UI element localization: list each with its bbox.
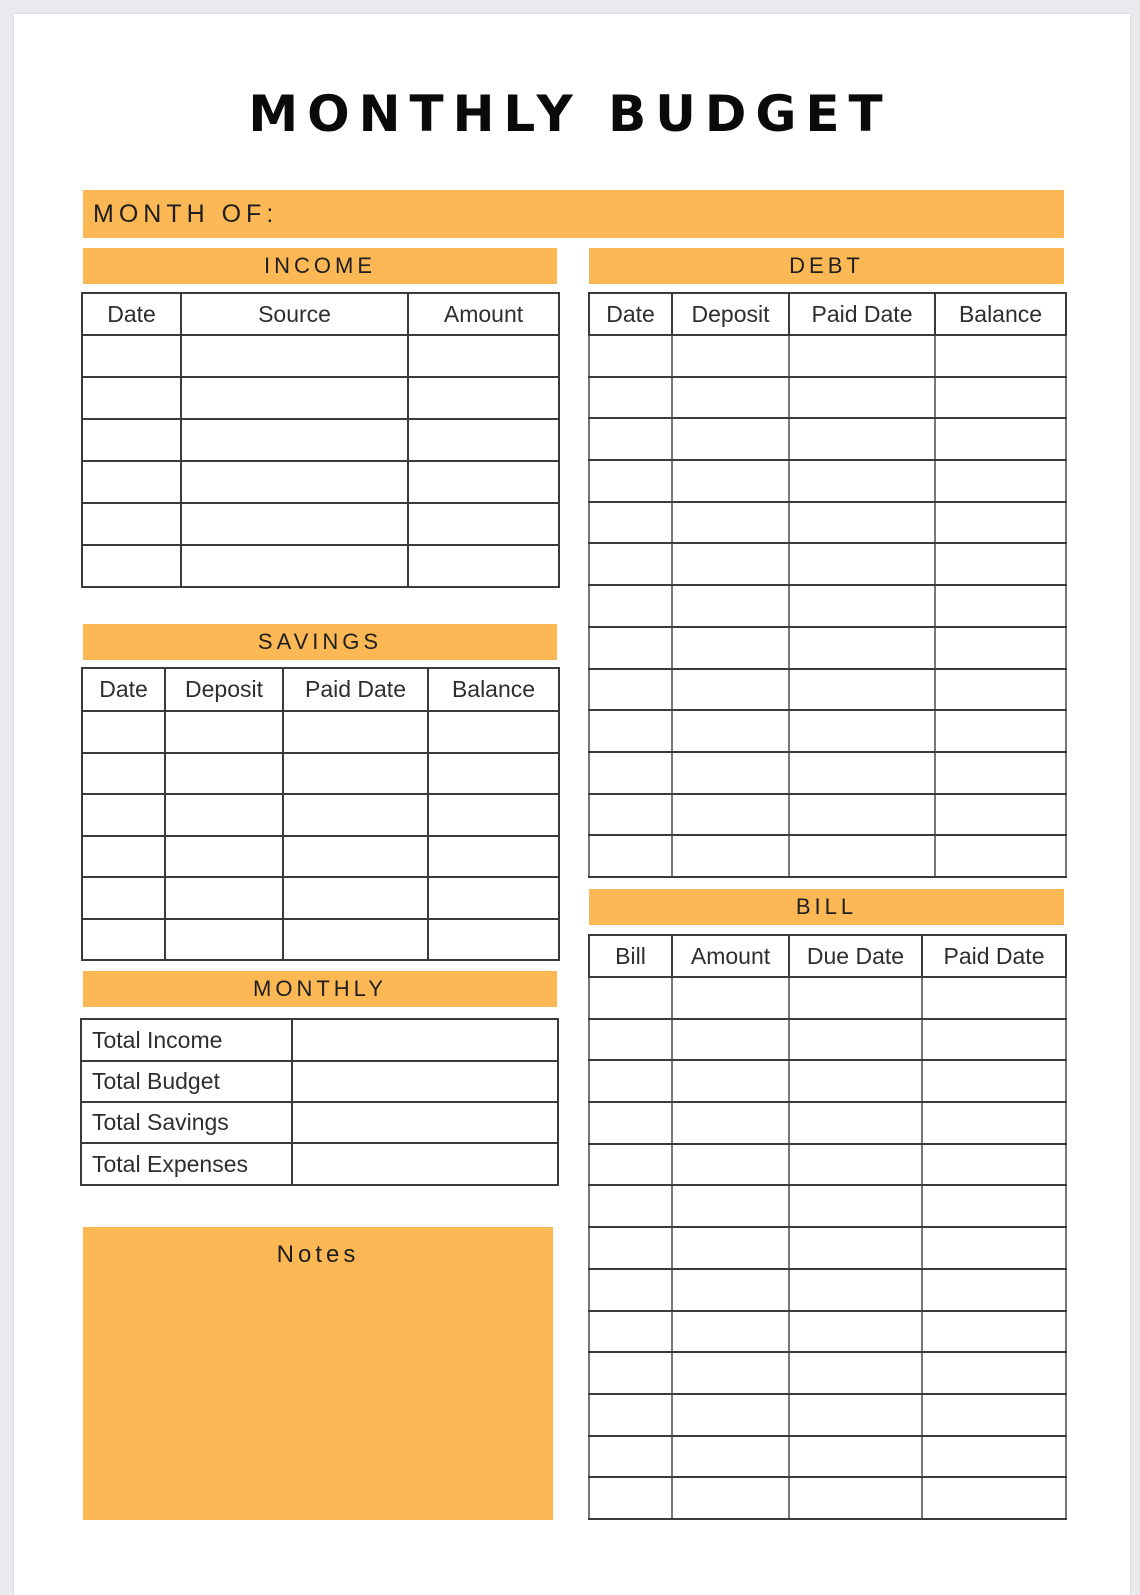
income-table [81,292,560,588]
bill-cell[interactable] [789,1311,922,1353]
savings-cell[interactable] [283,877,428,919]
debt-table [588,292,1067,878]
income-row [82,461,559,503]
savings-cell[interactable] [165,753,283,795]
income-heading-bar [83,248,557,284]
bill-col-bill: Bill [589,935,672,977]
income-cell[interactable] [408,419,559,461]
bill-cell[interactable] [922,1185,1066,1227]
debt-cell[interactable] [789,460,935,502]
debt-cell[interactable] [935,335,1066,377]
savings-cell[interactable] [428,711,559,753]
savings-row [82,794,559,836]
bill-row [589,1269,1066,1311]
debt-cell[interactable] [789,752,935,794]
savings-row [82,919,559,961]
bill-cell[interactable] [589,1269,672,1311]
bill-cell[interactable] [922,1436,1066,1478]
bill-cell[interactable] [589,977,672,1019]
bill-cell[interactable] [789,1019,922,1061]
bill-row [589,1477,1066,1519]
income-heading: INCOME [264,253,376,278]
income-row [82,335,559,377]
bill-row [589,1185,1066,1227]
bill-cell[interactable] [589,1394,672,1436]
savings-cell[interactable] [283,919,428,961]
bill-cell[interactable] [589,1185,672,1227]
savings-cell[interactable] [428,836,559,878]
income-row [82,377,559,419]
income-row [82,545,559,587]
savings-cell[interactable] [165,794,283,836]
debt-heading-bar [589,248,1064,284]
savings-col-date: Date [82,668,165,711]
savings-cell[interactable] [428,877,559,919]
debt-row [589,669,1066,711]
bill-table [588,934,1067,1520]
debt-cell[interactable] [589,543,672,585]
bill-cell[interactable] [789,1436,922,1478]
bill-cell[interactable] [672,1185,789,1227]
debt-cell[interactable] [789,585,935,627]
bill-cell[interactable] [672,1227,789,1269]
bill-row [589,1394,1066,1436]
bill-cell[interactable] [672,1019,789,1061]
bill-cell[interactable] [922,1269,1066,1311]
bill-cell[interactable] [672,1060,789,1102]
bill-cell[interactable] [672,1269,789,1311]
bill-cell[interactable] [589,1102,672,1144]
bill-cell[interactable] [789,1060,922,1102]
bill-row [589,1352,1066,1394]
debt-row [589,835,1066,877]
debt-cell[interactable] [589,752,672,794]
debt-row [589,794,1066,836]
debt-cell[interactable] [935,460,1066,502]
bill-cell[interactable] [789,1477,922,1519]
savings-cell[interactable] [82,877,165,919]
bill-row [589,1311,1066,1353]
debt-cell[interactable] [672,835,789,877]
income-cell[interactable] [82,335,181,377]
debt-cell[interactable] [589,627,672,669]
bill-cell[interactable] [672,1394,789,1436]
debt-cell[interactable] [935,710,1066,752]
bill-cell[interactable] [672,1311,789,1353]
income-col-date: Date [82,293,181,335]
income-cell[interactable] [181,335,408,377]
debt-cell[interactable] [789,627,935,669]
bill-cell[interactable] [589,1060,672,1102]
bill-cell[interactable] [672,1144,789,1186]
debt-cell[interactable] [589,460,672,502]
debt-cell[interactable] [789,835,935,877]
debt-row [589,710,1066,752]
bill-cell[interactable] [589,1227,672,1269]
bill-heading-bar [589,889,1064,925]
total-savings-value[interactable] [292,1102,558,1143]
debt-cell[interactable] [672,377,789,419]
bill-cell[interactable] [922,1477,1066,1519]
bill-cell[interactable] [922,1227,1066,1269]
bill-col-amount: Amount [672,935,789,977]
savings-col-deposit: Deposit [165,668,283,711]
bill-cell[interactable] [922,1102,1066,1144]
income-cell[interactable] [181,461,408,503]
debt-cell[interactable] [935,627,1066,669]
income-row [82,419,559,461]
bill-heading: BILL [795,894,858,919]
debt-row [589,752,1066,794]
income-cell[interactable] [408,377,559,419]
savings-cell[interactable] [428,919,559,961]
bill-col-paid-date: Paid Date [922,935,1066,977]
month-of-bar [83,190,1064,238]
savings-cell[interactable] [82,711,165,753]
debt-cell[interactable] [589,794,672,836]
total-expenses-value[interactable] [292,1143,558,1185]
savings-col-paid-date: Paid Date [283,668,428,711]
debt-cell[interactable] [672,502,789,544]
debt-col-date: Date [589,293,672,335]
income-cell[interactable] [181,419,408,461]
debt-row [589,335,1066,377]
savings-cell[interactable] [82,919,165,961]
bill-cell[interactable] [589,1019,672,1061]
debt-cell[interactable] [789,335,935,377]
debt-cell[interactable] [589,335,672,377]
bill-cell[interactable] [789,1394,922,1436]
savings-cell[interactable] [428,753,559,795]
bill-cell[interactable] [589,1477,672,1519]
savings-cell[interactable] [165,711,283,753]
debt-cell[interactable] [589,418,672,460]
bill-cell[interactable] [789,1352,922,1394]
debt-cell[interactable] [935,752,1066,794]
bill-cell[interactable] [922,1060,1066,1102]
debt-cell[interactable] [935,502,1066,544]
savings-cell[interactable] [82,753,165,795]
savings-row [82,711,559,753]
debt-cell[interactable] [789,502,935,544]
bill-row [589,1227,1066,1269]
debt-col-deposit: Deposit [672,293,789,335]
income-cell[interactable] [82,461,181,503]
savings-cell[interactable] [283,711,428,753]
debt-cell[interactable] [935,543,1066,585]
bill-row [589,1019,1066,1061]
bill-cell[interactable] [922,977,1066,1019]
debt-row [589,627,1066,669]
debt-row [589,502,1066,544]
savings-cell[interactable] [82,836,165,878]
bill-cell[interactable] [672,1436,789,1478]
income-cell[interactable] [181,545,408,587]
bill-cell[interactable] [789,977,922,1019]
total-savings-label: Total Savings [81,1102,292,1143]
total-income-value[interactable] [292,1019,558,1061]
debt-cell[interactable] [935,835,1066,877]
income-cell[interactable] [82,503,181,545]
debt-cell[interactable] [789,543,935,585]
income-cell[interactable] [408,545,559,587]
savings-table [81,667,560,961]
debt-cell[interactable] [789,710,935,752]
debt-cell[interactable] [935,794,1066,836]
income-cell[interactable] [408,335,559,377]
bill-row [589,977,1066,1019]
debt-cell[interactable] [589,585,672,627]
bill-cell[interactable] [672,1477,789,1519]
bill-cell[interactable] [922,1144,1066,1186]
debt-cell[interactable] [672,752,789,794]
bill-col-due-date: Due Date [789,935,922,977]
total-expenses-label: Total Expenses [81,1143,292,1185]
bill-cell[interactable] [672,977,789,1019]
income-cell[interactable] [82,377,181,419]
bill-row [589,1436,1066,1478]
bill-cell[interactable] [922,1352,1066,1394]
income-col-source: Source [181,293,408,335]
monthly-heading: MONTHLY [253,976,387,1001]
savings-heading-bar [83,624,557,660]
bill-cell[interactable] [789,1185,922,1227]
debt-cell[interactable] [935,669,1066,711]
savings-heading: SAVINGS [257,629,383,654]
debt-cell[interactable] [789,669,935,711]
debt-cell[interactable] [672,710,789,752]
bill-cell[interactable] [789,1144,922,1186]
bill-cell[interactable] [922,1019,1066,1061]
debt-cell[interactable] [589,669,672,711]
debt-col-balance: Balance [935,293,1066,335]
debt-cell[interactable] [935,585,1066,627]
savings-cell[interactable] [82,794,165,836]
monthly-summary-table [80,1018,559,1186]
debt-row [589,543,1066,585]
total-income-label: Total Income [81,1019,292,1061]
savings-cell[interactable] [283,794,428,836]
debt-cell[interactable] [672,418,789,460]
income-cell[interactable] [82,545,181,587]
bill-cell[interactable] [589,1311,672,1353]
debt-cell[interactable] [672,335,789,377]
savings-row [82,877,559,919]
income-col-amount: Amount [408,293,559,335]
income-cell[interactable] [181,377,408,419]
total-budget-value[interactable] [292,1061,558,1102]
debt-cell[interactable] [935,418,1066,460]
income-cell[interactable] [408,461,559,503]
bill-cell[interactable] [589,1144,672,1186]
bill-row [589,1102,1066,1144]
debt-row [589,585,1066,627]
debt-cell[interactable] [672,585,789,627]
savings-row [82,836,559,878]
income-cell[interactable] [181,503,408,545]
month-of-label: MONTH OF: [93,199,279,228]
savings-cell[interactable] [283,753,428,795]
bill-cell[interactable] [589,1352,672,1394]
bill-cell[interactable] [789,1102,922,1144]
savings-cell[interactable] [428,794,559,836]
debt-cell[interactable] [589,502,672,544]
debt-col-paid-date: Paid Date [789,293,935,335]
debt-row [589,460,1066,502]
bill-cell[interactable] [789,1227,922,1269]
debt-cell[interactable] [589,710,672,752]
debt-cell[interactable] [672,794,789,836]
debt-cell[interactable] [672,460,789,502]
debt-row [589,418,1066,460]
income-row [82,503,559,545]
savings-row [82,753,559,795]
bill-row [589,1060,1066,1102]
debt-cell[interactable] [672,669,789,711]
debt-cell[interactable] [789,377,935,419]
debt-cell[interactable] [672,543,789,585]
bill-cell[interactable] [922,1311,1066,1353]
savings-cell[interactable] [165,877,283,919]
debt-cell[interactable] [789,418,935,460]
debt-cell[interactable] [789,794,935,836]
debt-cell[interactable] [589,377,672,419]
debt-cell[interactable] [589,835,672,877]
bill-cell[interactable] [672,1352,789,1394]
savings-cell[interactable] [165,919,283,961]
monthly-heading-bar [83,971,557,1007]
bill-cell[interactable] [789,1269,922,1311]
notes-heading: Notes [276,1241,360,1268]
debt-cell[interactable] [935,377,1066,419]
debt-cell[interactable] [672,627,789,669]
bill-cell[interactable] [922,1394,1066,1436]
bill-row [589,1144,1066,1186]
income-cell[interactable] [82,419,181,461]
savings-cell[interactable] [283,836,428,878]
debt-row [589,377,1066,419]
total-budget-label: Total Budget [81,1061,292,1102]
savings-cell[interactable] [165,836,283,878]
debt-heading: DEBT [789,253,864,278]
bill-cell[interactable] [589,1436,672,1478]
savings-col-balance: Balance [428,668,559,711]
page-title: MONTHLY BUDGET [248,85,892,143]
bill-cell[interactable] [672,1102,789,1144]
notes-box[interactable] [83,1227,553,1520]
income-cell[interactable] [408,503,559,545]
